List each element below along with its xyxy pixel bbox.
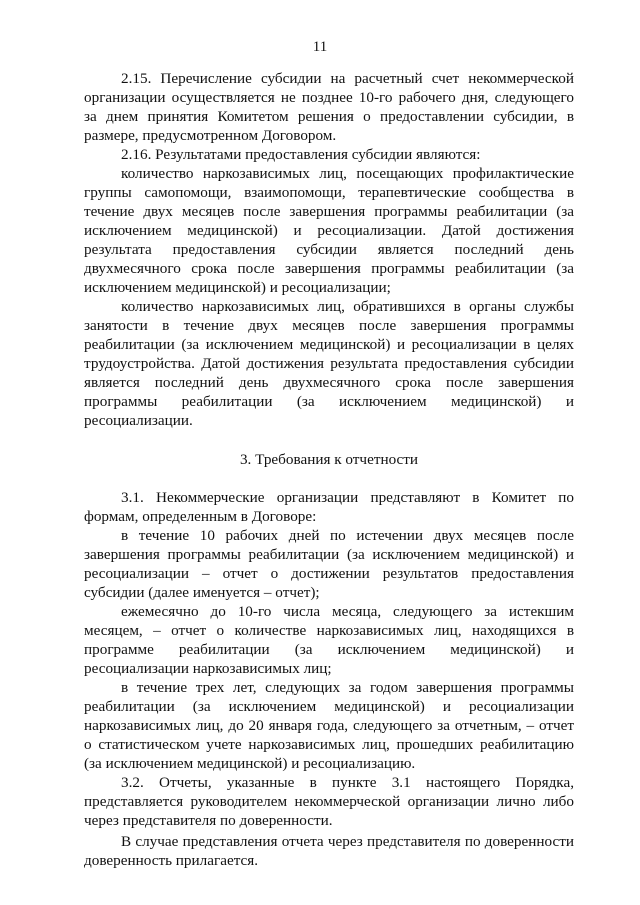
- paragraph-3-2: 3.2. Отчеты, указанные в пункте 3.1 настоящего Порядка, представляется руководителем некоммерческой организации лично либо через представителя по доверенности.: [84, 774, 574, 829]
- paragraph-report-statistical: в течение трех лет, следующих за годом завершения программы реабилитации (за исключением медицинской) и ресоциализации наркозависимых лиц, до 20 января года, следующего за отчетным, – отчет о статистическом учете наркозависимых лиц, прошедших реабилитацию (за исключением медицинской) и ресоциализацию.: [84, 679, 574, 772]
- paragraph-result-employment: количество наркозависимых лиц, обратившихся в органы службы занятости в течение двух месяцев после завершения программы реабилитации (за исключением медицинской) и ресоциализации в целях трудоустройства. Датой достижения результата предоставления субсидии является последний день двухмесячного срока после завершения программы реабилитации (за исключением медицинской) и ресоциализации.: [84, 298, 574, 429]
- page-number: 11: [312, 39, 328, 55]
- paragraph-report-monthly: ежемесячно до 10-го числа месяца, следующего за истекшим месяцем, – отчет о количестве наркозависимых лиц, находящихся в программе реабилитации (за исключением медицинской) и ресоциализации наркозависимых лиц;: [84, 603, 574, 677]
- paragraph-power-of-attorney: В случае представления отчета через представителя по доверенности доверенность прилагается.: [84, 833, 574, 869]
- paragraph-2-16: 2.16. Результатами предоставления субсидии являются:: [121, 146, 481, 163]
- document-body: [84, 69, 574, 870]
- section-heading: 3. Требования к отчетности: [239, 451, 419, 468]
- paragraph-3-1: 3.1. Некоммерческие организации представляют в Комитет по формам, определенным в Договоре:: [84, 489, 574, 525]
- paragraph-2-15: 2.15. Перечисление субсидии на расчетный счет некоммерческой организации осуществляется не позднее 10-го рабочего дня, следующего за днем принятия Комитетом решения о предоставлении субсидии, в размере, предусмотренном Договором.: [84, 70, 574, 144]
- paragraph-result-self-help-groups: количество наркозависимых лиц, посещающих профилактические группы самопомощи, взаимопомощи, терапевтические сообщества в течение двух месяцев после завершения программы реабилитации (за исключением медицинской) и ресоциализации. Датой достижения результата предоставления субсидии является последний день двухмесячного срока после завершения программы реабилитации (за исключением медицинской) и ресоциализации;: [84, 165, 574, 296]
- paragraph-report-achievement: в течение 10 рабочих дней по истечении двух месяцев после завершения программы реабилитации (за исключением медицинской) и ресоциализации – отчет о достижении результатов предоставления субсидии (далее именуется – отчет);: [84, 527, 574, 601]
